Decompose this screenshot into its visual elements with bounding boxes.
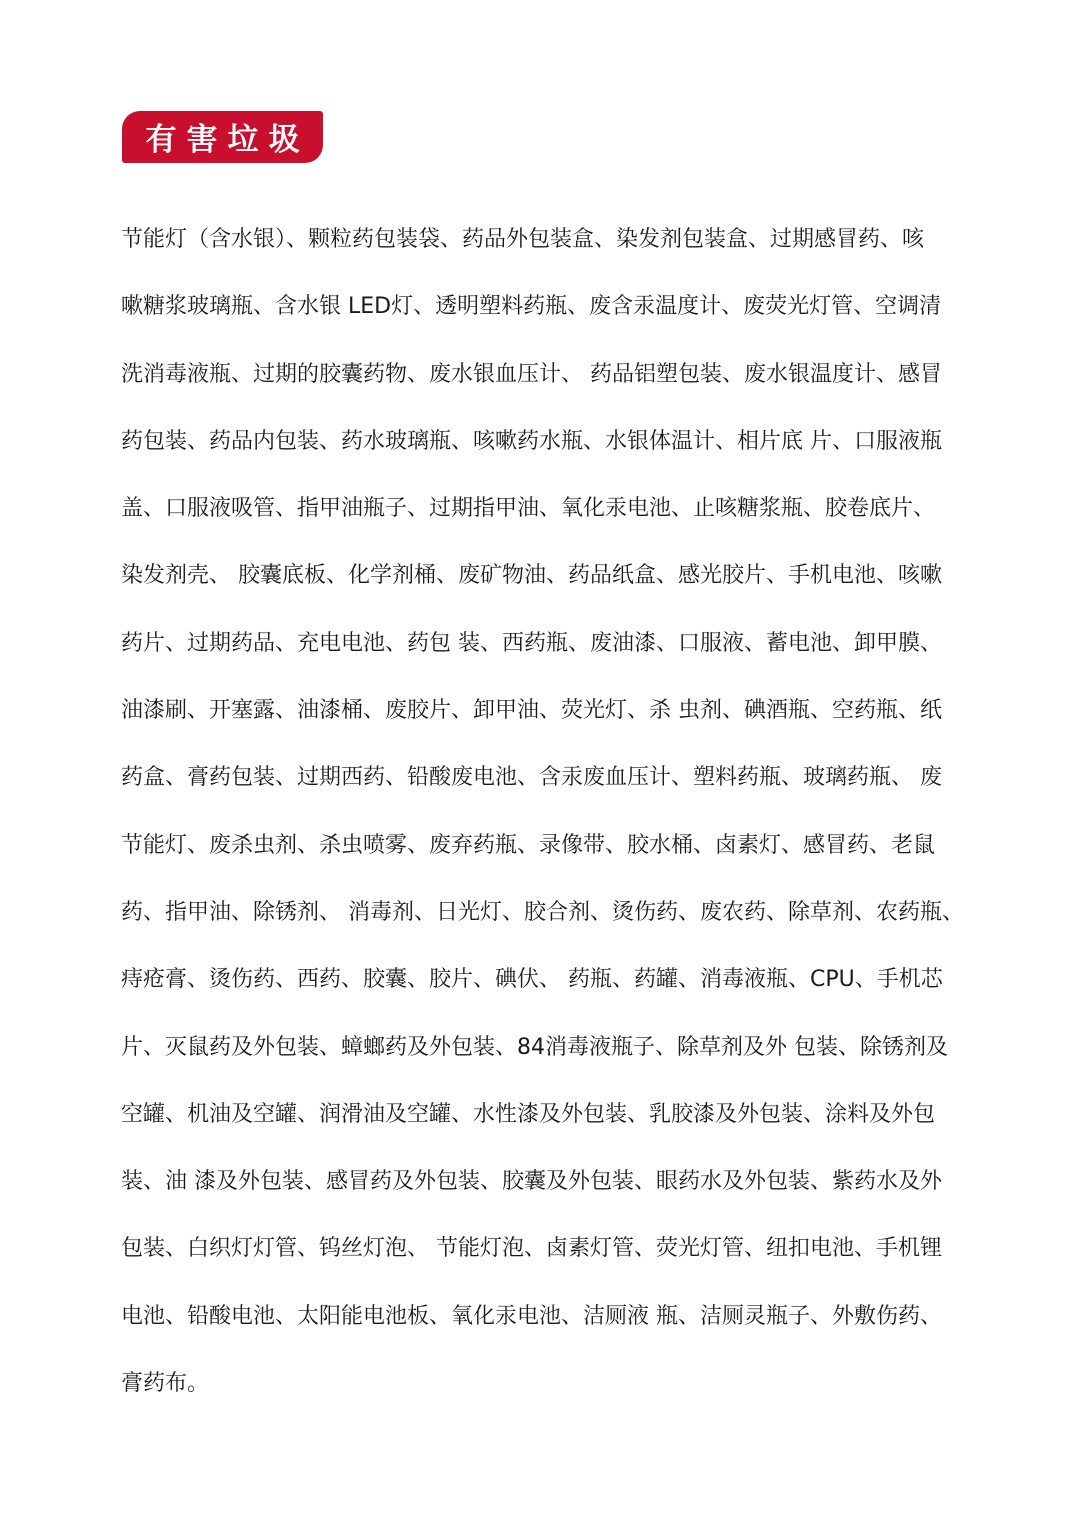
text-line: 药、指甲油、除锈剂、 消毒剂、日光灯、胶合剂、烫伤药、废农药、除草剂、农药瓶、 <box>121 899 964 925</box>
hazardous-waste-list <box>121 206 966 1417</box>
text-line: 电池、铅酸电池、太阳能电池板、氧化汞电池、洁厕液 瓶、洁厕灵瓶子、外敷伤药、 <box>121 1303 942 1329</box>
text-line: 盖、口服液吸管、指甲油瓶子、过期指甲油、氧化汞电池、止咳糖浆瓶、胶卷底片、 <box>121 496 936 522</box>
text-line: 洗消毒液瓶、过期的胶囊药物、废水银血压计、 药品铝塑包装、废水银温度计、感冒 <box>121 361 942 387</box>
text-line: 药包装、药品内包装、药水玻璃瓶、咳嗽药水瓶、水银体温计、相片底 片、口服液瓶 <box>121 428 942 454</box>
text-line: 节能灯、废杀虫剂、杀虫喷雾、废弃药瓶、录像带、胶水桶、卤素灯、感冒药、老鼠 <box>121 832 936 858</box>
text-line: 片、灭鼠药及外包装、蟑螂药及外包装、84消毒液瓶子、除草剂及外 包装、除锈剂及 <box>121 1034 948 1060</box>
text-line: 嗽糖浆玻璃瓶、含水银 LED灯、透明塑料药瓶、废含汞温度计、废荧光灯管、空调清 <box>121 294 942 320</box>
text-line: 痔疮膏、烫伤药、西药、胶囊、胶片、碘伏、 药瓶、药罐、消毒液瓶、CPU、手机芯 <box>121 967 943 993</box>
text-line: 空罐、机油及空罐、润滑油及空罐、水性漆及外包装、乳胶漆及外包装、涂料及外包 <box>121 1101 936 1127</box>
text-line: 药盒、膏药包装、过期西药、铅酸废电池、含汞废血压计、塑料药瓶、玻璃药瓶、 废 <box>121 765 942 791</box>
section-title: 有害垃圾 <box>145 121 310 158</box>
text-line: 药片、过期药品、充电电池、药包 装、西药瓶、废油漆、口服液、蓄电池、卸甲膜、 <box>121 630 942 656</box>
text-line: 膏药布。 <box>121 1371 210 1397</box>
text-line: 包装、白织灯灯管、钨丝灯泡、 节能灯泡、卤素灯管、荧光灯管、纽扣电池、手机锂 <box>121 1236 942 1262</box>
text-line: 装、油 漆及外包装、感冒药及外包装、胶囊及外包装、眼药水及外包装、紫药水及外 <box>121 1169 942 1195</box>
text-line: 节能灯（含水银）、颗粒药包装袋、药品外包装盒、染发剂包装盒、过期感冒药、咳 <box>121 227 925 252</box>
text-line: 染发剂壳、 胶囊底板、化学剂桶、废矿物油、药品纸盒、感光胶片、手机电池、咳嗽 <box>121 563 942 589</box>
text-line: 油漆刷、开塞露、油漆桶、废胶片、卸甲油、荧光灯、杀 虫剂、碘酒瓶、空药瓶、纸 <box>121 698 942 724</box>
section-title-badge <box>122 111 323 163</box>
